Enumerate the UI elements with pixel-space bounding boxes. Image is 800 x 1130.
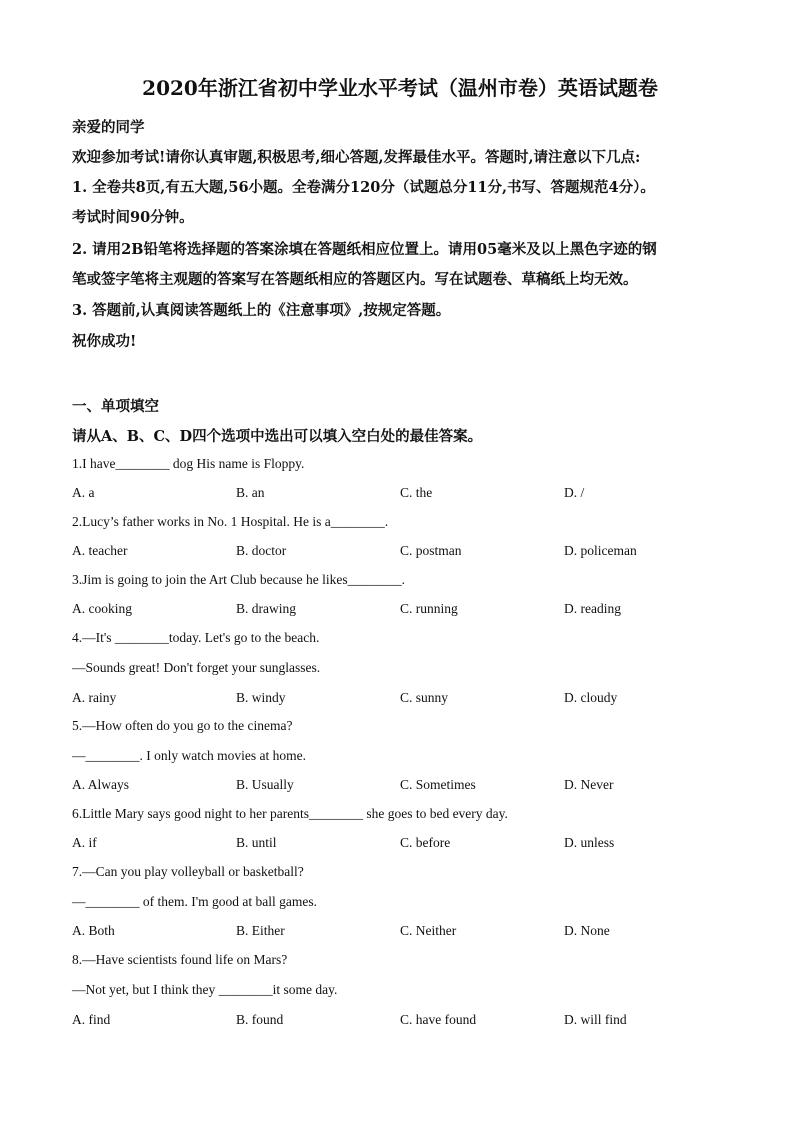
question-8-options	[72, 1012, 752, 1032]
question-8: 8.—Have scientists found life on Mars?	[72, 952, 288, 967]
greeting: 亲爱的同学	[72, 119, 145, 136]
option-d: D. will find	[564, 1012, 627, 1027]
welcome-line: 欢迎参加考试!请你认真审题,积极思考,细心答题,发挥最佳水平。答题时,请注意以下几点:	[72, 149, 641, 166]
option-c: C. the	[400, 485, 433, 500]
question-2-options	[72, 543, 752, 563]
question-7-reply: —________ of them. I'm good at ball games.	[72, 894, 318, 909]
question-5-reply: —________. I only watch movies at home.	[72, 748, 306, 763]
question-4-reply: —Sounds great! Don't forget your sunglasses.	[72, 660, 321, 675]
question-3: 3.Jim is going to join the Art Club because he likes________.	[72, 572, 405, 587]
option-d: D. /	[564, 485, 585, 500]
question-6-options	[72, 835, 752, 855]
option-b: B. doctor	[236, 543, 287, 558]
option-c: C. running	[400, 601, 458, 616]
instruction-2-cont: 笔或签字笔将主观题的答案写在答题纸相应的答题区内。写在试题卷、草稿纸上均无效。	[72, 271, 638, 288]
instruction-2: 2. 请用2B铅笔将选择题的答案涂填在答题纸相应位置上。请用05毫米及以上黑色字迹的钢	[72, 241, 657, 258]
option-a: A. if	[72, 835, 97, 850]
option-a: A. Always	[72, 777, 129, 792]
option-c: C. postman	[400, 543, 462, 558]
option-d: D. None	[564, 923, 610, 938]
question-4: 4.—It's ________today. Let's go to the beach.	[72, 630, 320, 645]
option-b: B. until	[236, 835, 277, 850]
option-a: A. find	[72, 1012, 111, 1027]
question-6: 6.Little Mary says good night to her parents________ she goes to bed every day.	[72, 806, 508, 821]
question-3-options	[72, 601, 752, 621]
instruction-1: 1. 全卷共8页,有五大题,56小题。全卷满分120分（试题总分11分,书写、答题规范4分）。	[72, 179, 655, 196]
instruction-1-cont: 考试时间90分钟。	[72, 209, 194, 226]
option-d: D. cloudy	[564, 690, 618, 705]
option-d: D. policeman	[564, 543, 637, 558]
option-b: B. drawing	[236, 601, 296, 616]
good-luck: 祝你成功!	[72, 333, 137, 350]
question-1-options	[72, 485, 752, 505]
question-4-options	[72, 690, 752, 710]
question-5-options	[72, 777, 752, 797]
question-7: 7.—Can you play volleyball or basketball?	[72, 864, 304, 879]
option-d: D. reading	[564, 601, 621, 616]
option-b: B. found	[236, 1012, 284, 1027]
option-c: C. Neither	[400, 923, 457, 938]
question-2: 2.Lucy’s father works in No. 1 Hospital. He is a________.	[72, 514, 389, 529]
option-b: B. Usually	[236, 777, 294, 792]
option-c: C. sunny	[400, 690, 449, 705]
option-b: B. Either	[236, 923, 285, 938]
question-1: 1.I have________ dog His name is Floppy.	[72, 456, 305, 471]
option-a: A. a	[72, 485, 95, 500]
option-a: A. cooking	[72, 601, 132, 616]
instruction-3: 3. 答题前,认真阅读答题纸上的《注意事项》,按规定答题。	[72, 302, 451, 319]
option-c: C. Sometimes	[400, 777, 476, 792]
option-d: D. Never	[564, 777, 614, 792]
option-a: A. Both	[72, 923, 115, 938]
question-7-options	[72, 923, 752, 943]
exam-title: 2020年浙江省初中学业水平考试（温州市卷）英语试题卷	[142, 76, 658, 100]
option-c: C. have found	[400, 1012, 477, 1027]
option-c: C. before	[400, 835, 451, 850]
option-b: B. an	[236, 485, 265, 500]
option-a: A. teacher	[72, 543, 128, 558]
option-d: D. unless	[564, 835, 615, 850]
option-b: B. windy	[236, 690, 286, 705]
question-5: 5.—How often do you go to the cinema?	[72, 718, 293, 733]
option-a: A. rainy	[72, 690, 117, 705]
section-instruction: 请从A、B、C、D四个选项中选出可以填入空白处的最佳答案。	[72, 428, 483, 445]
section-heading: 一、单项填空	[72, 398, 159, 415]
question-8-reply: —Not yet, but I think they ________it some day.	[72, 982, 338, 997]
